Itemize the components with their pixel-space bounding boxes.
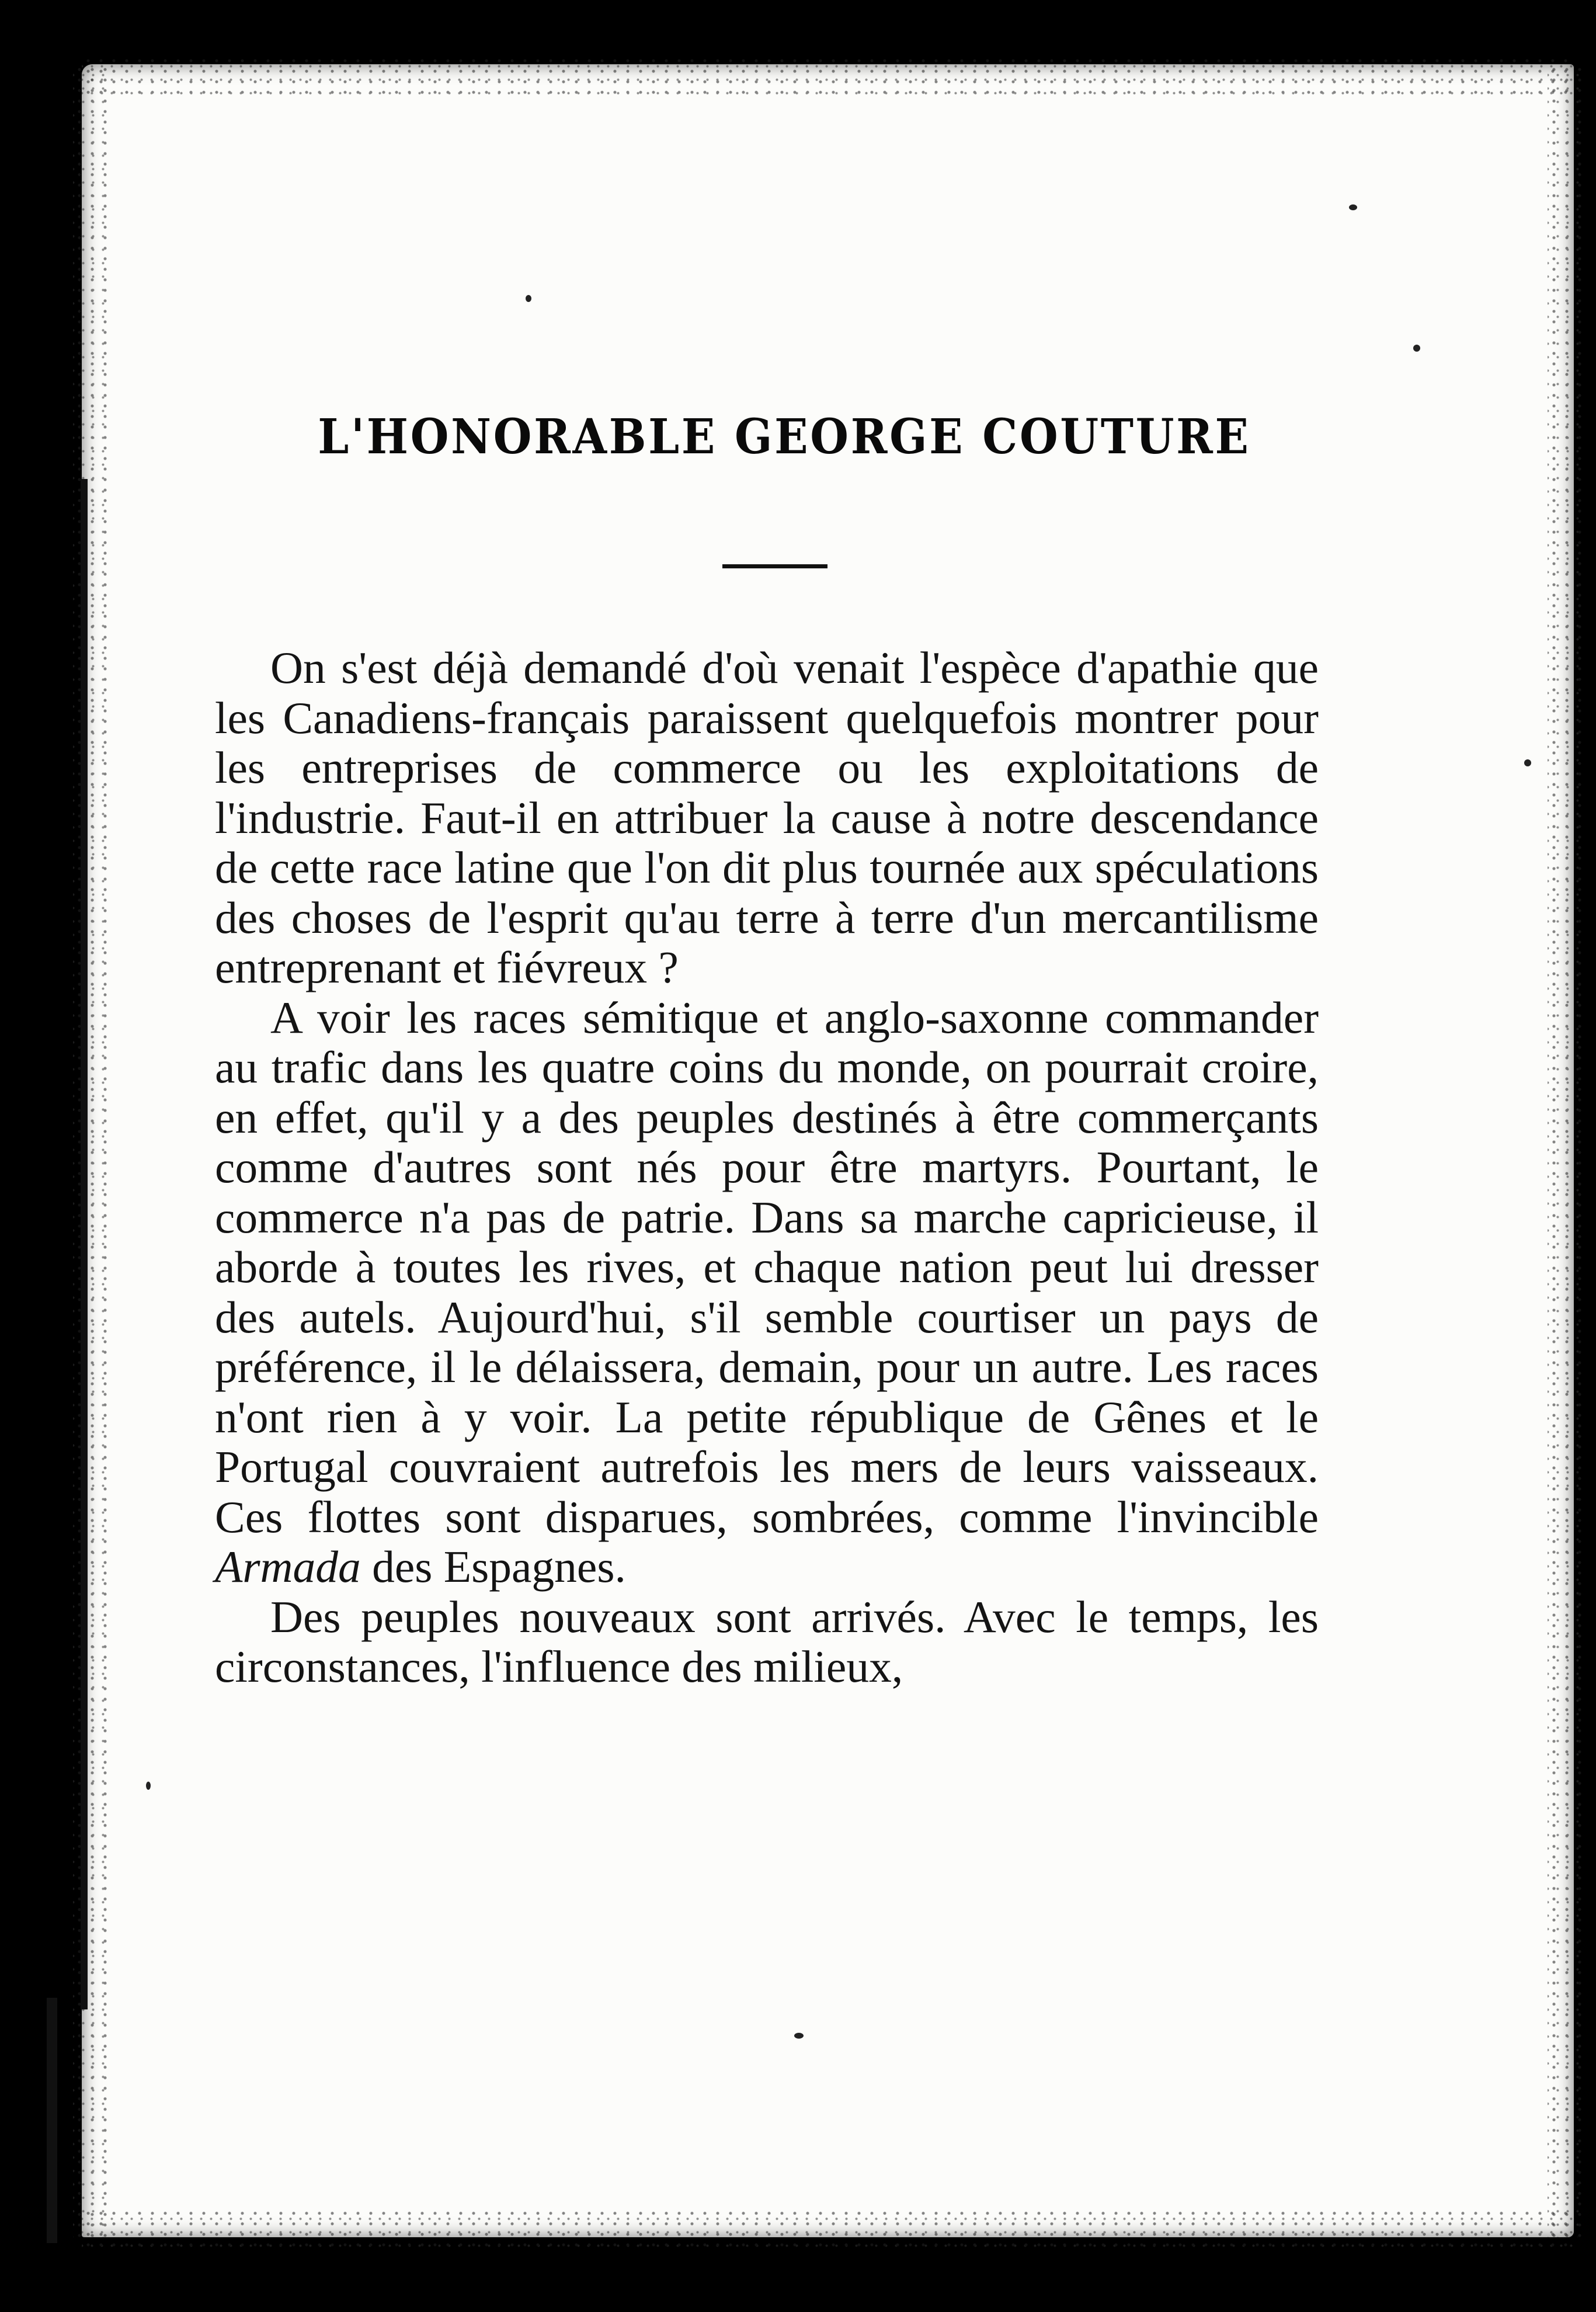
page-title: L'HONORABLE GEORGE COUTURE <box>318 409 1251 465</box>
scan-speck <box>1524 759 1531 766</box>
scan-speck <box>1349 204 1357 210</box>
scan-edge-right <box>1548 64 1583 2237</box>
paragraph-2-text: A voir les races sémitique et anglo-saxonne commander au trafic dans les quatre coins du monde, on pourrait croire, en effet, qu'il y a des peuples destinés à être commerçants comme d'autres sont nés pour être martyrs. Pourtant, le commerce n'a pas de patrie. Dans sa marche capricieuse, il aborde à toutes les rives, et chaque nation peut lui dresser des autels. Aujourd'hui, s'il semble courtiser un pays de préférence, il le délaissera, demain, pour un autre. Les races n'ont rien à y voir. La petite république de Gênes et le Portugal couvraient autrefois les mers de leurs vaisseaux. Ces flottes sont disparues, sombrées, comme l'invincible <box>215 992 1319 1542</box>
page-gutter-line <box>81 479 88 2009</box>
scan-speck <box>794 2033 804 2039</box>
title-divider <box>722 564 827 568</box>
paragraph-3 <box>215 1592 1319 1692</box>
scan-edge-bottom <box>82 2208 1574 2249</box>
paragraph-2 <box>215 993 1319 1592</box>
body-text <box>215 643 1319 1692</box>
paragraph-1-text: On s'est déjà demandé d'où venait l'espèce d'apathie que les Canadiens-français paraissent quelquefois montrer pour les entreprises de commerce ou les exploitations de l'industrie. Faut-il en attribuer la cause à notre descendance de cette race latine que l'on dit plus tournée aux spéculations des choses de l'esprit qu'au terre à terre d'un mercantilisme entreprenant et fiévreux ? <box>215 643 1319 992</box>
paragraph-2-italic: Armada <box>215 1542 361 1592</box>
scan-speck <box>146 1782 151 1790</box>
page-gutter-mark <box>47 1998 57 2243</box>
scan-edge-left <box>73 64 108 2237</box>
scan-speck <box>526 295 531 302</box>
paragraph-3-text: Des peuples nouveaux sont arrivés. Avec le temps, les circonstances, l'influence des milieux, <box>215 1591 1319 1692</box>
scan-edge-top <box>82 55 1574 96</box>
page-content <box>215 409 1319 1692</box>
paragraph-1 <box>215 643 1319 993</box>
scan-speck <box>1413 345 1420 352</box>
paragraph-2-tail: des Espagnes. <box>360 1542 626 1592</box>
